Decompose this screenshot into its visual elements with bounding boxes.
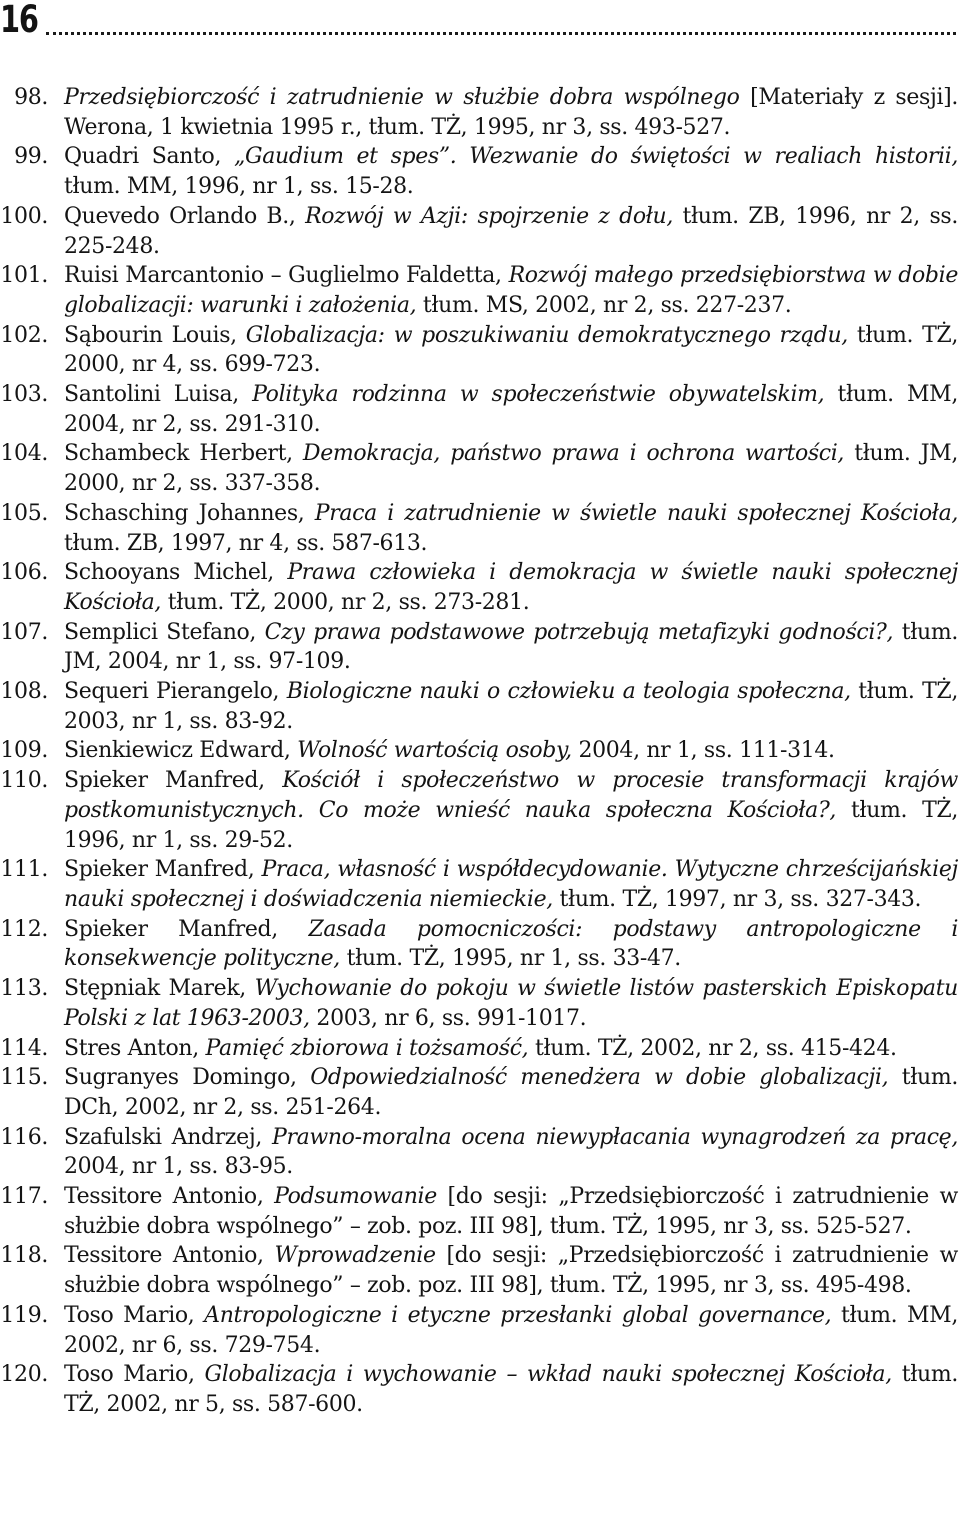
entry-title-italic: Kościół i społeczeństwo w procesie transformacji krajów postkomunistycznych. Co może wnieść nauka społeczna Kościoła?,: [64, 768, 959, 823]
entry-title-italic: Rozwój w Azji: spojrzenie z dołu,: [305, 203, 673, 229]
entry-text-segment: tłum. DCh, 2002, nr 2, ss. 251-264.: [64, 1065, 958, 1120]
entry-number: 118.: [0, 1243, 48, 1269]
entry-number: 98.: [14, 85, 48, 110]
bibliography-entry: [0, 380, 958, 439]
entry-number: 113.: [0, 976, 48, 1002]
entry-text-segment: tłum. MM, 2004, nr 2, ss. 291-310.: [64, 382, 958, 437]
entry-text-segment: tłum. JM, 2000, nr 2, ss. 337-358.: [64, 441, 958, 497]
entry-title-italic: Antropologiczne i etyczne przesłanki global governance,: [204, 1302, 832, 1328]
entry-title-italic: Polityka rodzinna w społeczeństwie obywatelskim,: [252, 382, 825, 408]
entry-text-segment: Szafulski Andrzej,: [64, 1124, 272, 1150]
entry-text-segment: Tessitore Antonio,: [64, 1184, 275, 1210]
entry-text-segment: Tessitore Antonio,: [64, 1243, 275, 1269]
entry-title-italic: Zasada pomocniczości: podstawy antropologiczne i konsekwencje polityczne,: [64, 916, 959, 972]
entry-text-segment: Sugranyes Domingo,: [64, 1065, 311, 1091]
bibliography-entry: [0, 83, 958, 142]
entry-number: 104.: [0, 441, 48, 467]
entry-number: 120.: [0, 1362, 48, 1388]
bibliography-entry: [0, 766, 958, 855]
entry-title-italic: Wprowadzenie: [274, 1243, 436, 1269]
entry-text-segment: tłum. TŻ, 2003, nr 1, ss. 83-92.: [64, 679, 958, 734]
entry-text-segment: tłum. TŻ, 1996, nr 1, ss. 29-52.: [64, 797, 958, 853]
entry-text: [64, 380, 958, 439]
entry-text-segment: Sequeri Pierangelo,: [64, 679, 287, 705]
entry-text-segment: Schasching Johannes,: [64, 500, 315, 526]
entry-text: [64, 1182, 958, 1241]
entry-text-segment: Spieker Manfred,: [64, 916, 309, 942]
dotted-leader-line: [46, 32, 956, 35]
bibliography-entry: [0, 618, 958, 677]
entry-number: 103.: [0, 382, 48, 408]
entry-text: [64, 261, 958, 320]
entry-text-segment: Sienkiewicz Edward,: [64, 738, 298, 764]
entry-number: 108.: [0, 679, 48, 705]
entry-text: [64, 83, 958, 142]
entry-number: 106.: [0, 560, 48, 586]
bibliography-entry: [0, 915, 958, 974]
bibliography-entry: [0, 1301, 958, 1360]
entry-number: 110.: [0, 768, 48, 794]
entry-title-italic: Przedsiębiorczość i zatrudnienie w służbie dobra wspólnego: [64, 85, 740, 110]
entry-text-segment: Santolini Luisa,: [64, 382, 253, 408]
entry-text-segment: [do sesji: „Przedsiębiorczość i zatrudnienie w służbie dobra wspólnego” – zob. poz. III 98], tłum. TŻ, 1995, nr 3, ss. 525-527.: [64, 1184, 959, 1239]
entry-text-segment: tłum. TŻ, 2002, nr 2, ss. 415-424.: [528, 1035, 897, 1061]
entry-text: [64, 321, 958, 380]
bibliography-entry: [0, 1034, 958, 1064]
entry-number: 112.: [0, 916, 48, 942]
entry-text-segment: tłum. ZB, 1997, nr 4, ss. 587-613.: [64, 530, 428, 556]
entry-text: [64, 499, 958, 558]
entry-text: [64, 202, 958, 261]
entry-number: 105.: [0, 500, 48, 526]
entry-text: [64, 915, 958, 974]
entry-text: [64, 618, 958, 677]
entry-number: 117.: [0, 1184, 48, 1210]
bibliography-entry: [0, 677, 958, 736]
entry-text: [64, 1301, 958, 1360]
entry-text-segment: Spieker Manfred,: [64, 857, 262, 883]
bibliography-entry: [0, 974, 958, 1033]
entry-title-italic: Wolność wartością osoby,: [297, 738, 572, 764]
entry-title-italic: Rozwój małego przedsiębiorstwa w dobie globalizacji: warunki i założenia,: [64, 263, 958, 318]
entry-text: [64, 1360, 958, 1419]
entry-text: [64, 677, 958, 736]
entry-text-segment: Stres Anton,: [64, 1035, 206, 1061]
page-number: 16: [0, 0, 38, 41]
entry-text-segment: tłum. TŻ, 1997, nr 3, ss. 327-343.: [552, 886, 922, 912]
bibliography-entry: [0, 202, 958, 261]
entry-text-segment: Quadri Santo,: [64, 144, 234, 170]
page-header: [0, 0, 960, 44]
bibliography-entry: [0, 261, 958, 320]
entry-text: [64, 142, 958, 201]
entry-number: 102.: [0, 322, 48, 348]
entry-number: 115.: [0, 1065, 48, 1091]
entry-title-italic: Odpowiedzialność menedżera w dobie globalizacji,: [310, 1065, 889, 1091]
entry-text: [64, 855, 958, 914]
entry-title-italic: Podsumowanie: [274, 1184, 437, 1210]
entry-text-segment: tłum. MS, 2002, nr 2, ss. 227-237.: [416, 292, 792, 318]
entry-text-segment: tłum. TŻ, 2000, nr 4, ss. 699-723.: [64, 322, 958, 378]
entry-number: 114.: [0, 1035, 48, 1061]
bibliography-entry: [0, 855, 958, 914]
entry-text-segment: tłum. JM, 2004, nr 1, ss. 97-109.: [64, 619, 959, 675]
entry-text-segment: tłum. TŻ, 2000, nr 2, ss. 273-281.: [161, 589, 530, 615]
entry-text: [64, 974, 958, 1033]
entry-text: [64, 1034, 958, 1064]
entry-text-segment: 2004, nr 1, ss. 83-95.: [64, 1154, 293, 1180]
entry-text-segment: [do sesji: „Przedsiębiorczość i zatrudnienie w służbie dobra wspólnego” – zob. poz. III 98], tłum. TŻ, 1995, nr 3, ss. 495-498.: [64, 1243, 958, 1299]
entry-text-segment: Quevedo Orlando B.,: [64, 203, 306, 229]
bibliography-entry: [0, 1182, 958, 1241]
entry-text: [64, 1123, 958, 1182]
bibliography-entry: [0, 321, 958, 380]
entry-text-segment: Schooyans Michel,: [64, 560, 288, 586]
entry-text: [64, 1241, 958, 1300]
entry-number: 116.: [0, 1124, 48, 1150]
bibliography-entry: [0, 142, 958, 201]
entry-number: 119.: [0, 1302, 48, 1328]
entry-text: [64, 766, 958, 855]
entry-text-segment: Schambeck Herbert,: [64, 441, 303, 467]
entry-title-italic: Biologiczne nauki o człowieku a teologia społeczna,: [286, 679, 851, 705]
entry-text-segment: 2004, nr 1, ss. 111-314.: [571, 738, 835, 764]
entry-text-segment: tłum. TŻ, 2002, nr 5, ss. 587-600.: [64, 1362, 958, 1417]
entry-text-segment: tłum. ZB, 1996, nr 2, ss. 225-248.: [64, 203, 958, 259]
entry-text-segment: tłum. MM, 1996, nr 1, ss. 15-28.: [64, 174, 414, 200]
entry-title-italic: Czy prawa podstawowe potrzebują metafizyki godności?,: [264, 619, 894, 645]
entry-text-segment: Spieker Manfred,: [64, 768, 283, 794]
entry-number: 107.: [0, 619, 48, 645]
bibliography-entry: [0, 558, 958, 617]
entry-title-italic: Praca i zatrudnienie w świetle nauki społecznej Kościoła,: [314, 500, 958, 526]
entry-text-segment: Toso Mario,: [64, 1302, 205, 1328]
entry-title-italic: „Gaudium et spes”. Wezwanie do świętości w realiach historii,: [234, 144, 958, 170]
entry-title-italic: Prawno-moralna ocena niewypłacania wynagrodzeń za pracę,: [272, 1124, 958, 1150]
entry-text-segment: tłum. MM, 2002, nr 6, ss. 729-754.: [64, 1302, 958, 1358]
bibliography-entry: [0, 439, 958, 498]
bibliography-list: [0, 83, 958, 1420]
bibliography-entry: [0, 1123, 958, 1182]
bibliography-entry: [0, 1063, 958, 1122]
entry-text: [64, 439, 958, 498]
entry-text-segment: Toso Mario,: [64, 1362, 205, 1388]
entry-number: 109.: [0, 738, 48, 764]
entry-title-italic: Prawa człowieka i demokracja w świetle nauki społecznej Kościoła,: [64, 560, 958, 615]
entry-text: [64, 736, 958, 766]
entry-title-italic: Globalizacja i wychowanie – wkład nauki społecznej Kościoła,: [204, 1362, 892, 1388]
entry-number: 101.: [0, 263, 48, 289]
entry-text-segment: [Materiały z sesji]. Werona, 1 kwietnia 1995 r., tłum. TŻ, 1995, nr 3, ss. 493-527.: [64, 85, 959, 140]
bibliography-entry: [0, 1241, 958, 1300]
entry-text-segment: Sąbourin Louis,: [64, 322, 246, 348]
entry-title-italic: Demokracja, państwo prawa i ochrona wartości,: [302, 441, 845, 467]
bibliography-entry: [0, 1360, 958, 1419]
bibliography-entry: [0, 499, 958, 558]
entry-text-segment: tłum. TŻ, 1995, nr 1, ss. 33-47.: [339, 946, 681, 972]
entry-text-segment: 2003, nr 6, ss. 991-1017.: [309, 1005, 587, 1031]
entry-title-italic: Wychowanie do pokoju w świetle listów pasterskich Episkopatu Polski z lat 1963-2003,: [64, 976, 958, 1031]
entry-number: 99.: [14, 144, 48, 170]
entry-number: 111.: [0, 857, 48, 883]
entry-text-segment: Semplici Stefano,: [64, 619, 265, 645]
entry-text-segment: Ruisi Marcantonio – Guglielmo Faldetta,: [64, 263, 509, 289]
entry-title-italic: Globalizacja: w poszukiwaniu demokratycznego rządu,: [245, 322, 848, 348]
entry-title-italic: Pamięć zbiorowa i tożsamość,: [205, 1035, 529, 1061]
entry-number: 100.: [0, 203, 48, 229]
entry-text: [64, 558, 958, 617]
bibliography-entry: [0, 736, 958, 766]
entry-text: [64, 1063, 958, 1122]
entry-title-italic: Praca, własność i współdecydowanie. Wytyczne chrześcijańskiej nauki społecznej i doświadczenia niemieckie,: [64, 857, 959, 912]
entry-text-segment: Stępniak Marek,: [64, 976, 255, 1002]
